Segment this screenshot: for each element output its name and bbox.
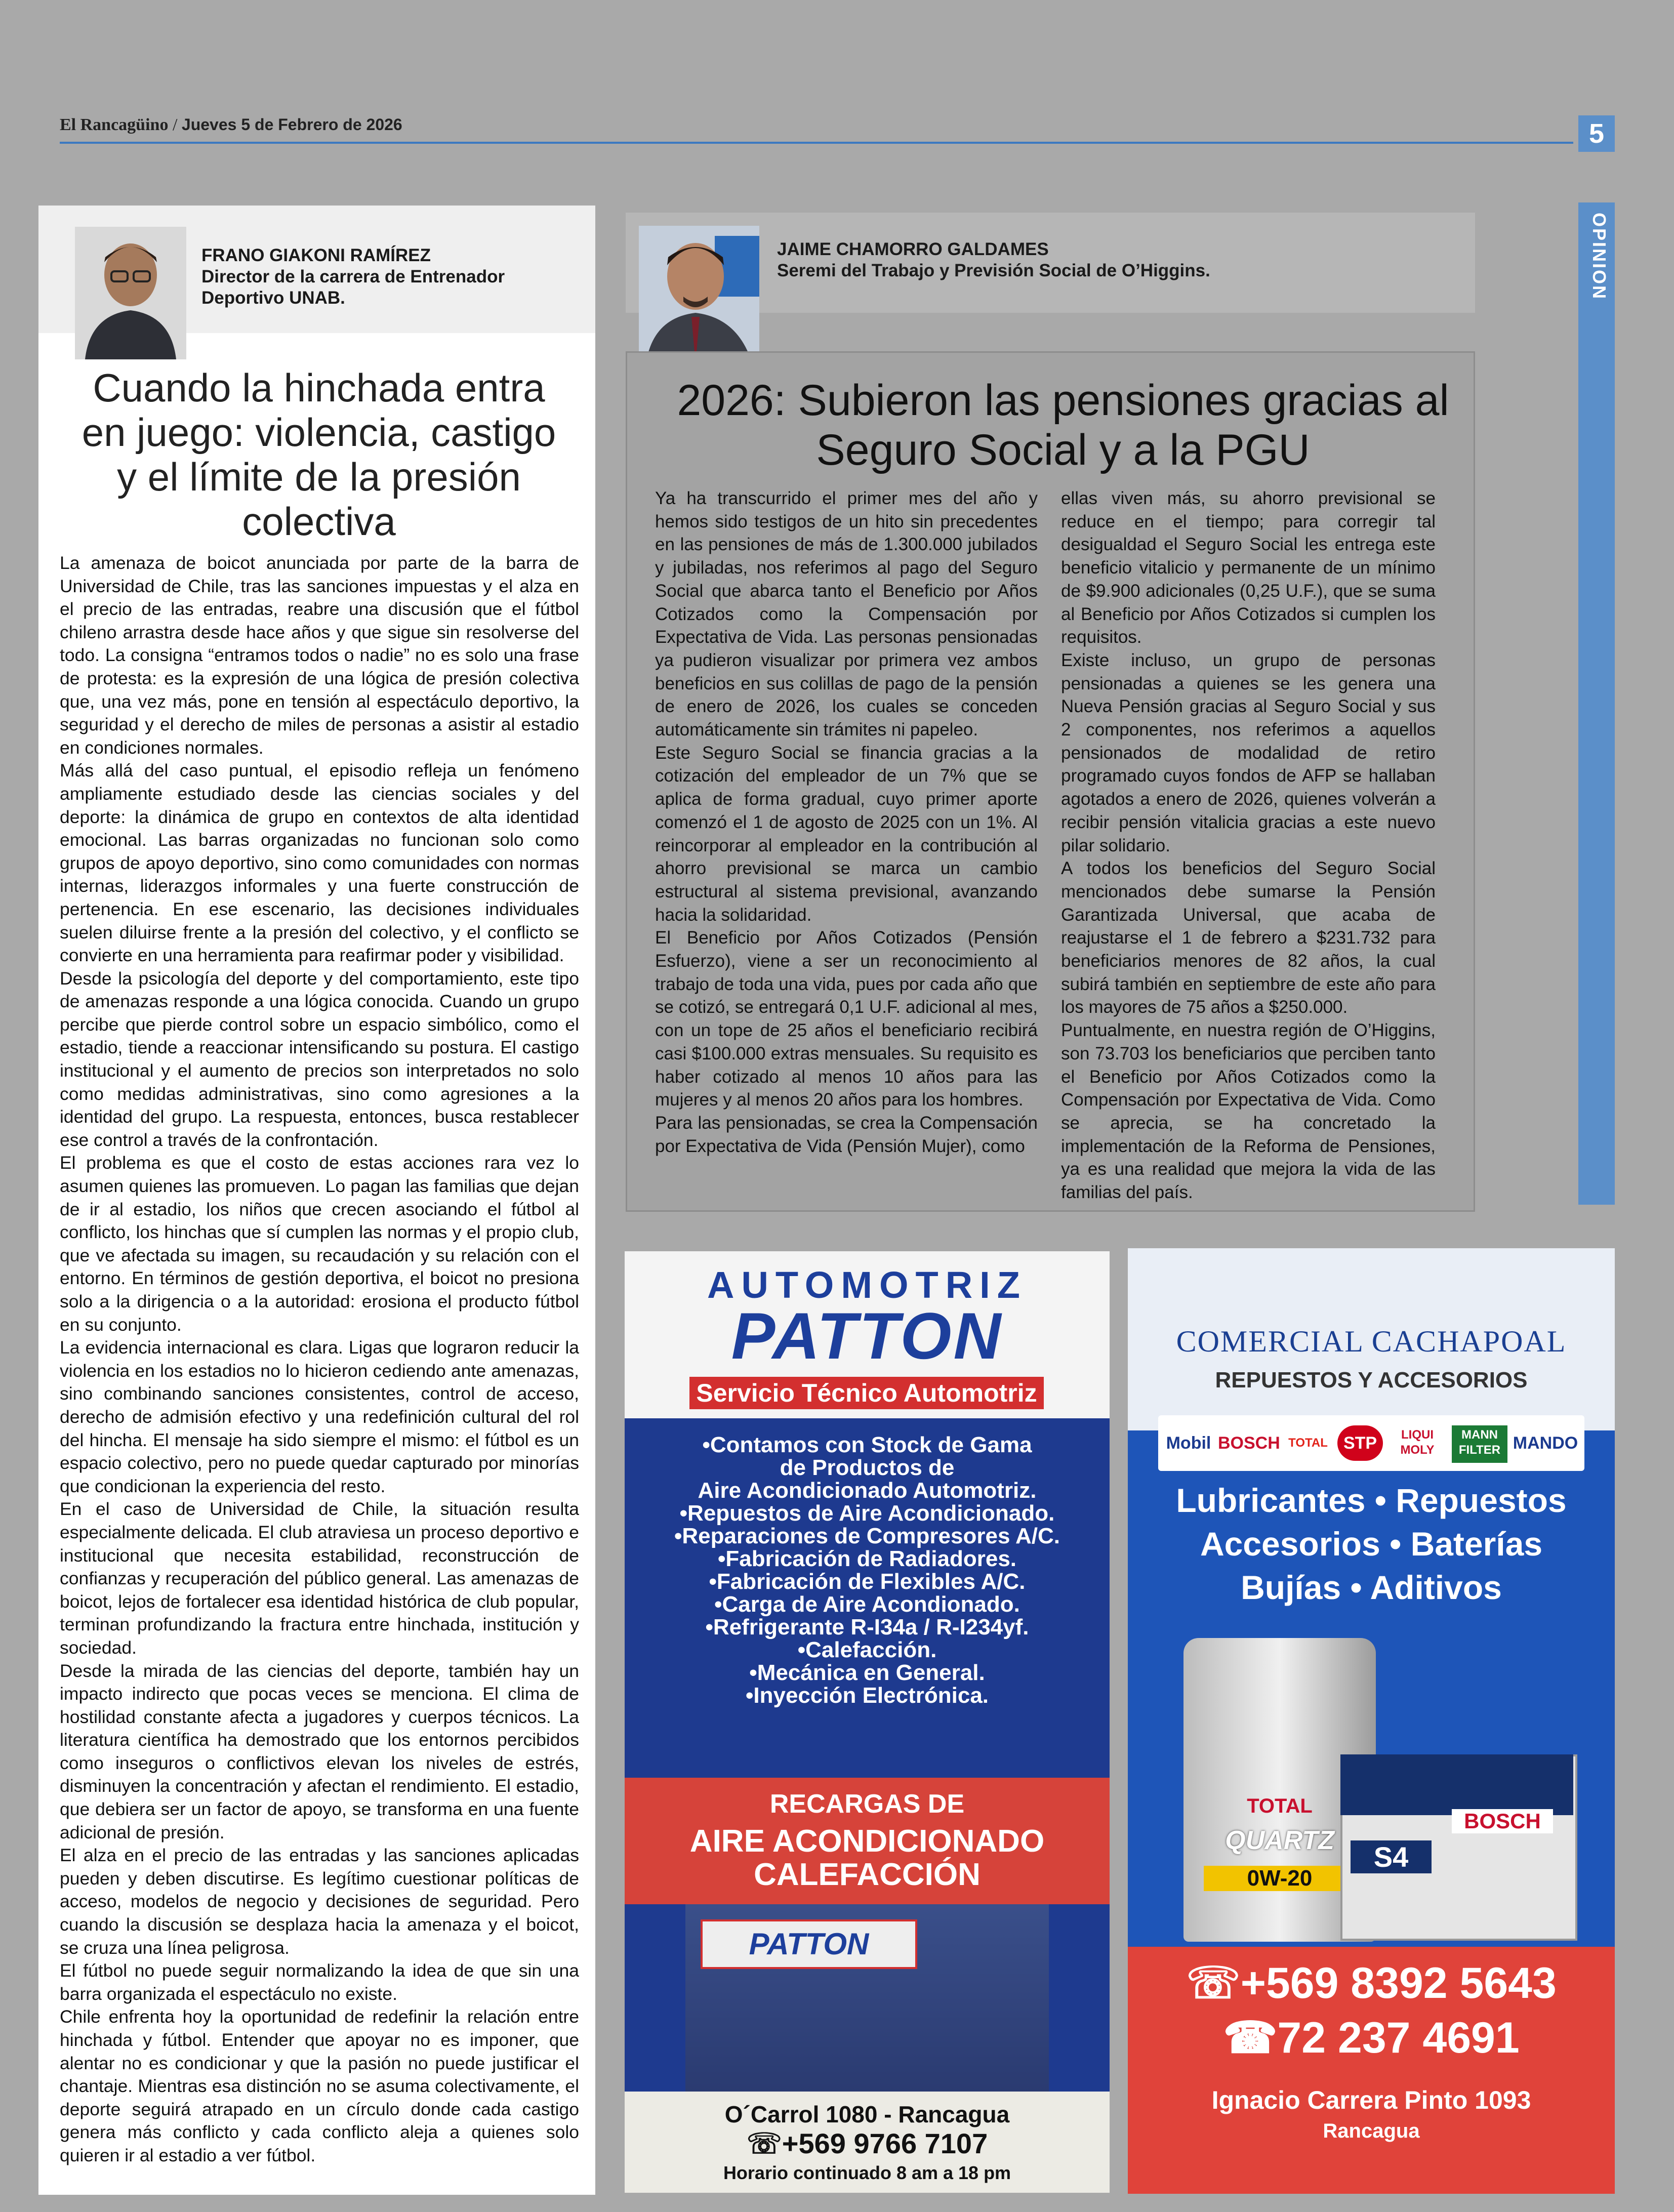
ad-comercial-cachapoal[interactable] bbox=[1128, 1248, 1615, 2194]
ad-city: Rancagua bbox=[1323, 2120, 1420, 2142]
ad-subtitle: Servicio Técnico Automotriz bbox=[689, 1377, 1044, 1409]
storefront-sign: PATTON bbox=[701, 1919, 917, 1969]
paragraph: ellas viven más, su ahorro previsional se reduce en el tiempo; para corregir tal desigualdad el Seguro Social les entrega este beneficio vitalicio y permanente de un mínimo de $9.900 adicionales (0,25 U.F.), que se suma al Beneficio por Años Cotizados si cumplen los requisitos. bbox=[1061, 488, 1436, 647]
list-item: de Productos de bbox=[780, 1455, 955, 1480]
paragraph: Chile enfrenta hoy la oportunidad de redefinir la relación entre hinchada y fútbol. Entender que apoyar no es imponer, que alentar no es condicionar y que la pasión no puede justificar el chantaje. Mientras esa distinción no se asuma colectivamente, el deporte seguirá atrapado en un círculo donde cada castigo genera más conflicto y cada conflicto aleja a quienes solo quieren ir al estadio a ver fútbol. bbox=[60, 2006, 579, 2165]
paragraph: El Beneficio por Años Cotizados (Pensión Esfuerzo), viene a ser un reconocimiento al trabajo de toda una vida, pues por cada año que se cotizó, se entregará 0,1 U.F. adicional al mes, con un tope de 25 años el beneficiario recibirá casi $100.000 extras mensuales. Su requisito es haber cotizado al menos 10 años para las mujeres y al menos 20 años para los hombres. bbox=[655, 928, 1038, 1110]
paragraph: Existe incluso, un grupo de personas pensionadas a quienes se les genera una Nueva Pensión gracias al Seguro Social y sus 2 componentes, nos referimos a aquellos pensionados de modalidad de retiro programado cuyos fondos de AFP se hallaban agotados a enero de 2026, quienes volverán a recibir pensión vitalicia gracias a este nuevo pilar solidario. bbox=[1061, 650, 1436, 855]
list-item: •Calefacción. bbox=[797, 1637, 937, 1662]
header-separator: / bbox=[172, 115, 178, 134]
list-item: •Mecánica en General. bbox=[749, 1660, 985, 1685]
paper-name: El Rancagüino bbox=[60, 115, 169, 134]
ad-products-line3: Bujías • Aditivos bbox=[1241, 1569, 1502, 1606]
list-item: •Repuestos de Aire Acondicionado. bbox=[679, 1501, 1055, 1526]
masthead bbox=[60, 115, 402, 135]
list-item: •Reparaciones de Compresores A/C. bbox=[674, 1524, 1060, 1548]
paragraph: La amenaza de boicot anunciada por parte de la barra de Universidad de Chile, tras las sanciones impuestas y el alza en el precio de las entradas, reabre una discusión que el fútbol chileno arrastra desde hace años y que sigue sin resolverse del todo. La consigna “entramos todos o nadie” no es solo una frase de protesta: es la expresión de una lógica de presión colectiva que, una vez más, pone en tensión al espectáculo deportivo, la seguridad y el derecho de miles de personas a asistir al estadio en condiciones normales. bbox=[60, 553, 579, 758]
article-title-right: 2026: Subieron las pensiones gracias al Seguro Social y a la PGU bbox=[677, 376, 1449, 474]
ad-service-list bbox=[635, 1433, 1099, 1707]
ad-brand-logo: PATTON bbox=[731, 1299, 1003, 1373]
author-photo-chamorro bbox=[639, 226, 759, 363]
paragraph: La evidencia internacional es clara. Ligas que lograron reducir la violencia en los estadios no lo hicieron cediendo ante amenazas, sino combinando sanciones consistentes, control de acceso, derecho de admisión efectivo y una redefinición cultural del rol del hincha. El mensaje ha sido siempre el mismo: el fútbol es un espacio colectivo, pero no puede quedar capturado por minorías que condicionan la experiencia del resto. bbox=[60, 1337, 579, 1496]
author-name: FRANO GIAKONI RAMÍREZ bbox=[201, 245, 431, 265]
paragraph: Ya ha transcurrido el primer mes del año y hemos sido testigos de un hito sin precedentes en las pensiones de más de 1.300.000 jubilados y jubiladas, nos referimos al pago del Seguro Social que abarca tanto el Beneficio por Años Cotizados como la Compensación por Expectativa de Vida. Las personas pensionadas ya pudieron visualizar por primera vez ambos beneficios en sus colillas de pago de la pensión de enero de 2026, los cuales se conceden automáticamente sin trámites ni papeleo. bbox=[655, 488, 1038, 740]
bottle-brand: TOTAL bbox=[1247, 1795, 1313, 1817]
author-photo-giakoni bbox=[75, 227, 186, 359]
header-rule bbox=[60, 142, 1573, 144]
brand-bosch-logo: BOSCH bbox=[1218, 1433, 1280, 1453]
ad-store-name: COMERCIAL CACHAPOAL bbox=[1176, 1325, 1567, 1358]
ad-address: Ignacio Carrera Pinto 1093 bbox=[1211, 2086, 1531, 2114]
article-body-col2 bbox=[1061, 487, 1436, 1204]
ad-phone[interactable]: ☏+569 9766 7107 bbox=[746, 2127, 988, 2159]
paragraph: A todos los beneficios del Seguro Social mencionados debe sumarse la Pensión Garantizada Universal, que acaba de reajustarse el 1 de febrero a $231.732 para beneficiarios menores de 82 años, la cual subirá también en septiembre de este año para los mayores de 75 años a $250.000. bbox=[1061, 858, 1436, 1017]
page-number: 5 bbox=[1578, 115, 1615, 152]
ad-tagline: REPUESTOS Y ACCESORIOS bbox=[1215, 1368, 1528, 1392]
brand-stp-logo: STP bbox=[1337, 1425, 1383, 1461]
paragraph: Puntualmente, en nuestra región de O’Higgins, son 73.703 los beneficiarios que perciben tanto el Beneficio por Años Cotizados como la Compensación por Expectativa de Vida. Como se aprecia, se ha concretado la implementación de la Reforma de Pensiones, ya es una realidad que mejora la vida de las familias del país. bbox=[1061, 1020, 1436, 1203]
ad-phone-mobile[interactable]: ☏+569 8392 5643 bbox=[1186, 1959, 1557, 2008]
author-role: Seremi del Trabajo y Previsión Social de O’Higgins. bbox=[777, 261, 1210, 280]
paragraph: El fútbol no puede seguir normalizando la idea de que sin una barra organizada el espectáculo no existe. bbox=[60, 1960, 579, 2004]
battery-top bbox=[1340, 1754, 1573, 1815]
list-item: Aire Acondicionado Automotriz. bbox=[698, 1478, 1037, 1503]
paragraph: El alza en el precio de las entradas y las sanciones aplicadas pueden y deben discutirse. Es legítimo cuestionar políticas de acceso, modelos de negocio y decisiones de seguridad. Pero cuando la discusión se desplaza hacia la amenaza y el boicot, se cruza una línea peligrosa. bbox=[60, 1845, 579, 1958]
paragraph: En el caso de Universidad de Chile, la situación resulta especialmente delicada. El club atraviesa un proceso deportivo e institucional que necesita estabilidad, reconstrucción de confianzas y recuperación del público general. Las amenazas de boicot, lejos de fortalecer esa identidad histórica de club popular, terminan profundizando la fractura entre hinchada, institución y sociedad. bbox=[60, 1499, 579, 1658]
ad-address: O´Carrol 1080 - Rancagua bbox=[724, 2101, 1010, 2127]
brand-mobil-logo: Mobil bbox=[1166, 1433, 1211, 1453]
paragraph: Desde la psicología del deporte y del comportamiento, este tipo de amenazas responde a una lógica conocida. Cuando un grupo percibe que pierde control sobre un espacio simbólico, como el estadio, tiende a reaccionar intensificando su postura. El castigo institucional y el aumento de precios son interpretados no solo como medidas administrativas, sino como agresiones a la identidad del grupo. La respuesta, entonces, busca restablecer ese control a través de la confrontación. bbox=[60, 968, 579, 1150]
author-name: JAIME CHAMORRO GALDAMES bbox=[777, 239, 1049, 259]
ad-promo-line3: CALEFACCIÓN bbox=[754, 1857, 981, 1892]
ad-automotriz-patton[interactable] bbox=[625, 1251, 1110, 2193]
author-byline-left bbox=[201, 245, 576, 309]
brand-logos-strip bbox=[1158, 1415, 1584, 1471]
battery-model: S4 bbox=[1351, 1840, 1432, 1873]
bottle-viscosity: 0W-20 bbox=[1204, 1866, 1356, 1891]
article-body-col1 bbox=[655, 487, 1038, 1158]
ad-products-line1: Lubricantes • Repuestos bbox=[1176, 1482, 1567, 1519]
list-item: •Contamos con Stock de Gama bbox=[702, 1432, 1032, 1457]
brand-total-logo: TOTAL bbox=[1288, 1436, 1328, 1450]
section-sidebar bbox=[1578, 202, 1615, 1205]
article-title-left: Cuando la hinchada entra en juego: violencia, castigo y el límite de la presión colectiva bbox=[81, 365, 556, 544]
brand-mando-logo: MANDO bbox=[1513, 1433, 1578, 1453]
paragraph: Este Seguro Social se financia gracias a la cotización del empleador de un 7% que se aplica de forma gradual, cuyo primer aporte comenzó el 1 de agosto de 2025 con un 1%. Al reincorporar al empleador en la contribución al ahorro previsional se marca un cambio estructural al sistema previsional, avanzando hacia la solidaridad. bbox=[655, 743, 1038, 925]
section-label: OPINION bbox=[1589, 213, 1610, 301]
battery-brand: BOSCH bbox=[1452, 1809, 1553, 1833]
list-item: •Fabricación de Flexibles A/C. bbox=[709, 1569, 1026, 1594]
author-role: Director de la carrera de Entrenador Deportivo UNAB. bbox=[201, 267, 505, 308]
brand-mann-filter-logo: MANN FILTER bbox=[1452, 1425, 1507, 1463]
article-body-left bbox=[60, 552, 579, 2167]
brand-liqui-moly-logo: LIQUI MOLY bbox=[1400, 1428, 1435, 1457]
paragraph: Más allá del caso puntual, el episodio refleja un fenómeno ampliamente estudiado desde las ciencias sociales y del deporte: la dinámica de grupo en contextos de alta identidad emocional. Las barras organizadas no funcionan solo como grupos de apoyo deportivo, sino como comunidades con normas internas, liderazgos informales y una fuerte construcción de pertenencia. En ese escenario, las decisiones individuales suelen diluirse frente a la presión del colectivo, y el conflicto se convierte en una herramienta para reafirmar poder y visibilidad. bbox=[60, 760, 579, 966]
paragraph: Desde la mirada de las ciencias del deporte, también hay un impacto indirecto que pocas veces se menciona. El clima de hostilidad constante afecta a jugadores y cuerpos técnicos. La literatura científica ha demostrado que los entornos percibidos como inseguros o conflictivos elevan los niveles de estrés, disminuyen la concentración y afectan el rendimiento. El estadio, que debiera ser un factor de apoyo, se transforma en una fuente adicional de presión. bbox=[60, 1660, 579, 1842]
ad-brand-line1: AUTOMOTRIZ bbox=[707, 1264, 1027, 1306]
bottle-product: QUARTZ bbox=[1225, 1826, 1334, 1855]
list-item: •Refrigerante R-I34a / R-I234yf. bbox=[705, 1615, 1029, 1640]
ad-products-line2: Accesorios • Baterías bbox=[1200, 1525, 1543, 1563]
list-item: •Inyección Electrónica. bbox=[745, 1683, 989, 1708]
paragraph: El problema es que el costo de estas acciones rara vez lo asumen quienes las promueven. Lo pagan las familias que dejan de ir al estadio, los niños que crecen asociando el fútbol al conflicto, los hinchas que sí cumplen las normas y el propio club, que ve afectada su imagen, su recaudación y su relación con el entorno. En términos de gestión deportiva, el boicot no presiona solo a la dirigencia o a la autoridad: erosiona el producto fútbol en su conjunto. bbox=[60, 1153, 579, 1335]
paragraph: Para las pensionadas, se crea la Compensación por Expectativa de Vida (Pensión Mujer), como bbox=[655, 1113, 1038, 1156]
ad-phone-landline[interactable]: ☎72 237 4691 bbox=[1223, 2014, 1520, 2062]
issue-date: Jueves 5 de Febrero de 2026 bbox=[181, 115, 402, 134]
list-item: •Carga de Aire Acondionado. bbox=[714, 1592, 1020, 1617]
ad-promo-line1: RECARGAS DE bbox=[769, 1789, 965, 1819]
author-byline-right bbox=[777, 239, 1233, 281]
ad-promo-line2: AIRE ACONDICIONADO bbox=[689, 1824, 1045, 1859]
list-item: •Fabricación de Radiadores. bbox=[717, 1546, 1017, 1571]
ad-hours: Horario continuado 8 am a 18 pm bbox=[723, 2162, 1011, 2183]
